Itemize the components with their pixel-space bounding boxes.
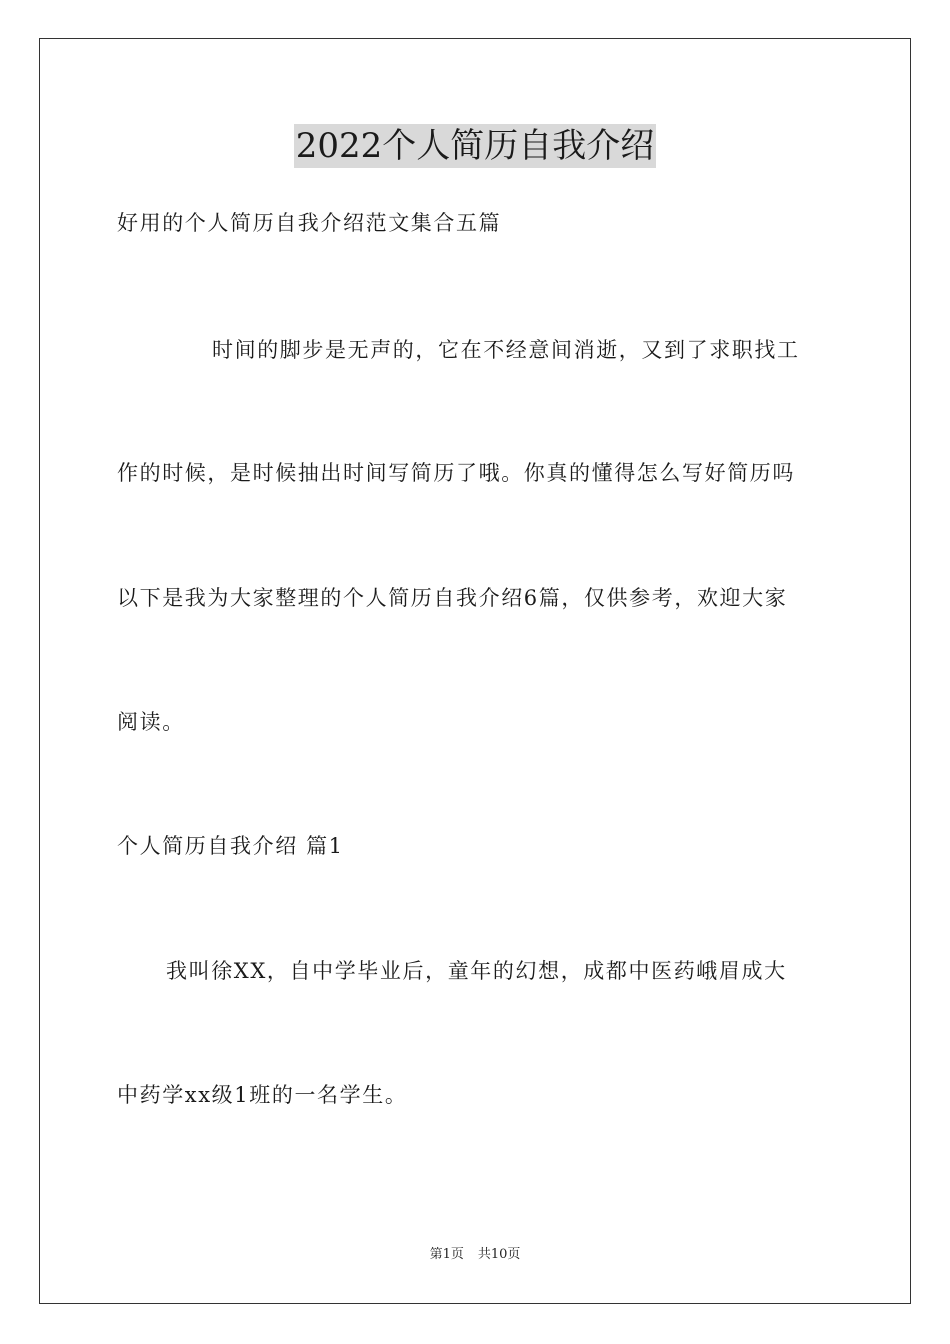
title-container [0,124,950,168]
paragraph-line: 作的时候，是时候抽出时间写简历了哦。你真的懂得怎么写好简历吗 [117,461,795,485]
paragraph-line: 我叫徐XX，自中学毕业后，童年的幻想，成都中医药峨眉成大 [166,959,787,983]
page-total: 共10页 [477,1247,521,1262]
paragraph-line: 阅读。 [117,710,185,734]
paragraph-line: 时间的脚步是无声的，它在不经意间消逝，又到了求职找工 [212,338,800,362]
paragraph-line: 中药学xx级1班的一名学生。 [117,1083,408,1107]
page-footer [0,1246,950,1264]
paragraph-line: 以下是我为大家整理的个人简历自我介绍6篇，仅供参考，欢迎大家 [117,586,788,610]
section-heading: 个人简历自我介绍 篇1 [117,834,344,858]
page-number: 第1页 [429,1247,464,1262]
document-subtitle: 好用的个人简历自我介绍范文集合五篇 [117,211,502,235]
document-title: 2022个人简历自我介绍 [295,126,655,166]
